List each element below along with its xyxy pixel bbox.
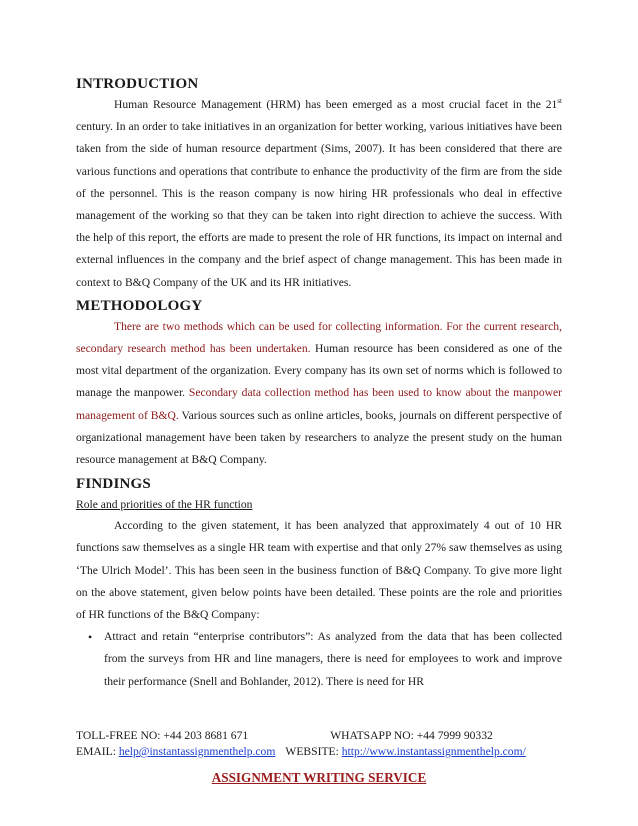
tollfree-number: TOLL-FREE NO: +44 203 8681 671 [76,729,249,742]
methodology-paragraph [76,316,562,471]
footer-links-row [76,744,566,760]
list-item-text: Attract and retain “enterprise contributors”: As analyzed from the data that has been collected from the surveys from HR and line managers, there is need for employees to work and improve their performance (Snell and Bohlander, 2012). There is need for HR [104,630,562,688]
methodology-text-2: Various sources such as online articles, books, journals on different perspective of organizational management have been taken by researchers to analyze the present study on the human resource management at B&Q Company. [76,408,562,467]
intro-text-a: Human Resource Management (HRM) has been emerged as a most crucial facet in the 21 [114,98,558,111]
website-link[interactable]: http://www.instantassignmenthelp.com/ [341,745,526,758]
intro-superscript: st [557,97,562,105]
findings-paragraph: According to the given statement, it has been analyzed that approximately 4 out of 10 HR functions saw themselves as a single HR team with expertise and that only 27% saw themselves as using ‘The Ulrich Model’. This has been seen in the business function of B&Q Company. To give more light on the above statement, given below points have been detailed. These points are the role and priorities of HR functions of the B&Q Company: [76,519,562,622]
methodology-highlight-1: There are two methods which can be used for collecting information. For the current research, secondary research method has been undertaken. [76,319,562,356]
footer [76,728,566,760]
methodology-heading: METHODOLOGY [76,297,203,314]
methodology-highlight-2: Secondary data collection method has been used to know about the manpower management of B&Q. [76,386,562,422]
list-item [88,626,562,693]
whatsapp-number: WHATSAPP NO: +44 7999 90332 [330,729,493,742]
findings-heading: FINDINGS [76,476,151,493]
email-label: EMAIL: [76,745,119,758]
bullet-icon: • [88,630,93,645]
findings-subheading: Role and priorities of the HR function [76,498,253,512]
email-link[interactable]: help@instantassignmenthelp.com [118,745,276,758]
document-body [76,74,562,693]
website-label: WEBSITE: [285,745,342,758]
intro-text-b: century. In an order to take initiatives in an organization for better working, various initiatives have been taken from the side of human resource department (Sims, 2007). It has been considered that there are various functions and operations that contribute to enhance the productivity of the firm are from the side of the personnel. This is the reason company is now hiring HR professionals who deal in effective management of the working so that they can be taken into right direction to achieve the success. With the help of this report, the efforts are made to present the role of HR functions, its impact on internal and external influences in the company and the brief aspect of change management. This has been made in context to B&Q Company of the UK and its HR initiatives. [76,120,562,289]
findings-list [76,626,562,693]
methodology-text-1: Human resource has been considered as one of the most vital department of the organization. Every company has its own set of norms which is followed to manage the manpower. [76,342,563,400]
introduction-paragraph [76,94,562,294]
service-banner: ASSIGNMENT WRITING SERVICE [211,770,427,785]
footer-contact-row [76,728,566,744]
introduction-heading: INTRODUCTION [76,76,199,92]
